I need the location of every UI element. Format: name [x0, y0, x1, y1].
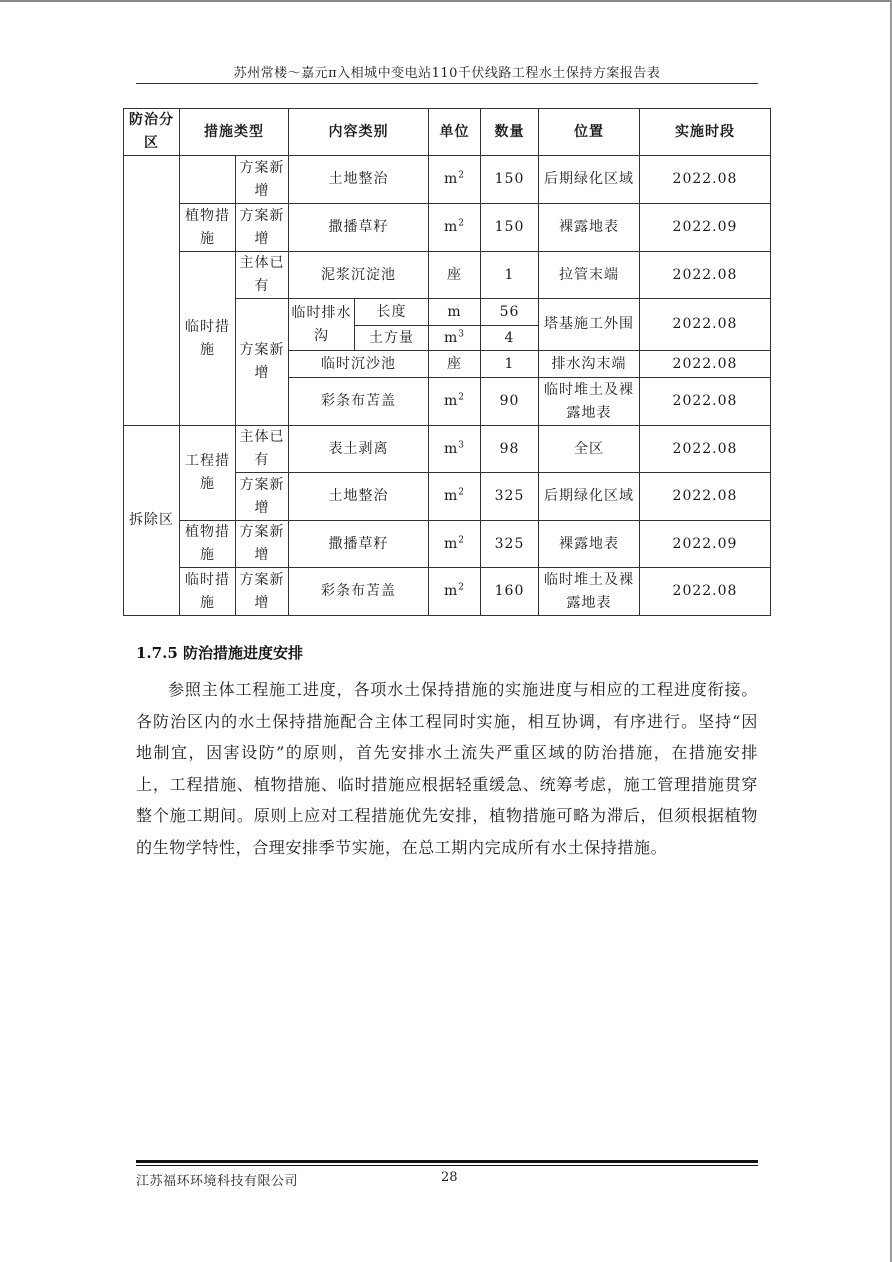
qty-cell: 160 — [481, 568, 539, 616]
header-qty: 数量 — [481, 109, 539, 156]
table-row — [124, 568, 771, 616]
table-row — [124, 521, 771, 568]
content-cell: 彩条布苫盖 — [289, 378, 429, 426]
table-row — [124, 156, 771, 204]
header-zone: 防治分区 — [124, 109, 180, 156]
unit-cell: $m^3$ — [429, 426, 481, 473]
category-cell: 临时措施 — [180, 252, 236, 426]
sub-content-cell: 长度 — [355, 299, 429, 326]
header-unit: 单位 — [429, 109, 481, 156]
unit-cell: $m^2$ — [429, 473, 481, 521]
header-content: 内容类别 — [289, 109, 429, 156]
zone-cell: 拆除区 — [124, 426, 180, 616]
table-header-row — [124, 109, 771, 156]
sub-content-cell: 土方量 — [355, 326, 429, 351]
qty-cell: 1 — [481, 252, 539, 299]
footer-rule — [136, 1160, 758, 1163]
period-cell: 2022.08 — [640, 156, 771, 204]
section-heading: 1.7.5 防治措施进度安排 — [136, 644, 303, 662]
qty-cell: 1 — [481, 351, 539, 378]
qty-cell: 150 — [481, 204, 539, 252]
location-cell: 裸露地表 — [539, 521, 640, 568]
qty-cell: 325 — [481, 473, 539, 521]
location-cell: 拉管末端 — [539, 252, 640, 299]
period-cell: 2022.08 — [640, 426, 771, 473]
status-cell: 方案新增 — [236, 156, 289, 204]
content-cell: 土地整治 — [289, 156, 429, 204]
content-cell: 彩条布苫盖 — [289, 568, 429, 616]
location-cell: 全区 — [539, 426, 640, 473]
period-cell: 2022.09 — [640, 204, 771, 252]
period-cell: 2022.09 — [640, 521, 771, 568]
content-cell: 撒播草籽 — [289, 521, 429, 568]
header-period: 实施时段 — [640, 109, 771, 156]
category-cell: 工程措施 — [180, 426, 236, 521]
location-cell: 塔基施工外围 — [539, 299, 640, 351]
unit-cell: m — [429, 299, 481, 326]
unit-cell: $m^2$ — [429, 378, 481, 426]
page-header-title: 苏州常楼～嘉元π入相城中变电站110千伏线路工程水土保持方案报告表 — [233, 66, 661, 81]
content-cell: 临时沉沙池 — [289, 351, 429, 378]
qty-cell: 98 — [481, 426, 539, 473]
body-paragraph: 参照主体工程施工进度，各项水土保持措施的实施进度与相应的工程进度衔接。各防治区内的水土保持措施配合主体工程同时实施，相互协调，有序进行。坚持“因地制宜，因害设防”的原则，首先安排水土流失严重区域的防治措施，在措施安排上，工程措施、植物措施、临时措施应根据轻重缓急、统筹考虑，施工管理措施贯穿整个施工期间。原则上应对工程措施优先安排，植物措施可略为滞后，但须根据植物的生物学特性，合理安排季节实施，在总工期内完成所有水土保持措施。 — [136, 680, 758, 857]
status-cell: 方案新增 — [236, 204, 289, 252]
unit-cell: $m^2$ — [429, 568, 481, 616]
period-cell: 2022.08 — [640, 568, 771, 616]
footer-company: 江苏福环环境科技有限公司 — [136, 1174, 299, 1189]
period-cell: 2022.08 — [640, 351, 771, 378]
category-cell: 植物措施 — [180, 521, 236, 568]
header-rule — [136, 83, 758, 84]
table-row — [124, 252, 771, 299]
status-cell: 主体已有 — [236, 426, 289, 473]
header-type: 措施类型 — [180, 109, 289, 156]
period-cell: 2022.08 — [640, 299, 771, 351]
category-cell: 临时措施 — [180, 568, 236, 616]
location-cell: 后期绿化区域 — [539, 473, 640, 521]
unit-cell: $m^3$ — [429, 326, 481, 351]
zone-cell-blank — [124, 156, 180, 426]
status-cell: 主体已有 — [236, 252, 289, 299]
table-row — [124, 204, 771, 252]
period-cell: 2022.08 — [640, 473, 771, 521]
location-cell: 后期绿化区域 — [539, 156, 640, 204]
unit-cell: $m^2$ — [429, 521, 481, 568]
location-cell: 临时堆土及裸露地表 — [539, 568, 640, 616]
category-cell: 植物措施 — [180, 204, 236, 252]
status-cell: 方案新增 — [236, 521, 289, 568]
unit-cell: $m^2$ — [429, 156, 481, 204]
content-cell: 撒播草籽 — [289, 204, 429, 252]
qty-cell: 4 — [481, 326, 539, 351]
status-cell: 方案新增 — [236, 299, 289, 426]
location-cell: 裸露地表 — [539, 204, 640, 252]
content-cell: 表土剥离 — [289, 426, 429, 473]
unit-cell: 座 — [429, 252, 481, 299]
unit-cell: $m^2$ — [429, 204, 481, 252]
period-cell: 2022.08 — [640, 252, 771, 299]
qty-cell: 325 — [481, 521, 539, 568]
unit-cell: 座 — [429, 351, 481, 378]
content-cell: 泥浆沉淀池 — [289, 252, 429, 299]
table-row — [124, 426, 771, 473]
status-cell: 方案新增 — [236, 473, 289, 521]
period-cell: 2022.08 — [640, 378, 771, 426]
measures-table — [123, 108, 771, 616]
content-cell: 临时排水沟 — [289, 299, 355, 351]
page-top-edge — [0, 0, 892, 2]
page-number: 28 — [441, 1170, 458, 1185]
footer-rule-thin — [136, 1165, 758, 1166]
category-cell-blank — [180, 156, 236, 204]
status-cell: 方案新增 — [236, 568, 289, 616]
qty-cell: 90 — [481, 378, 539, 426]
location-cell: 排水沟末端 — [539, 351, 640, 378]
qty-cell: 56 — [481, 299, 539, 326]
location-cell: 临时堆土及裸露地表 — [539, 378, 640, 426]
content-cell: 土地整治 — [289, 473, 429, 521]
header-location: 位置 — [539, 109, 640, 156]
qty-cell: 150 — [481, 156, 539, 204]
